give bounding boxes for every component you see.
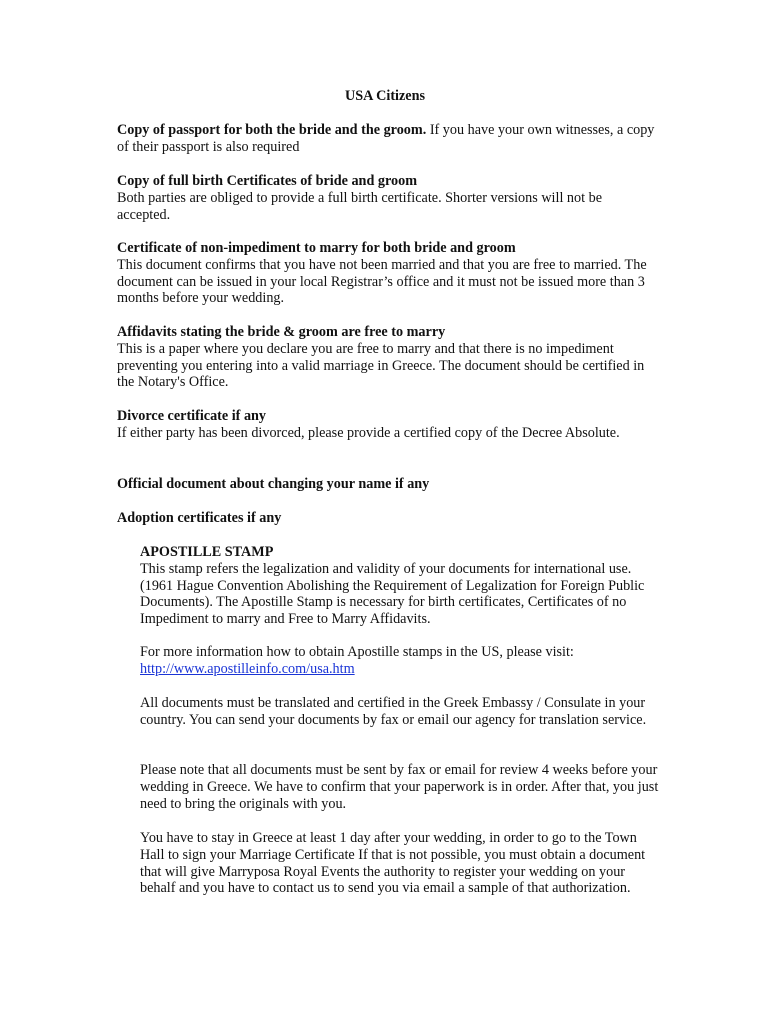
stay-text: You have to stay in Greece at least 1 day after your wedding, in order to go to the Town Hall to sign your Marriage Certificate If that is not possible, you must obtain a document that will give Marryposa Royal Events the authority to register your wedding on your behalf and you have to contact us to send you via email a sample of that authorization. <box>140 830 646 897</box>
section-body: This document confirms that you have not been married and that you are free to married. The document can be issued in your local Registrar’s office and it must not be issued more than 3 months before your wedding. <box>117 256 647 307</box>
stay-paragraph <box>140 830 660 897</box>
section-divorce <box>117 408 657 442</box>
section-heading: Copy of passport for both the bride and the groom. <box>117 122 427 138</box>
section-body: Both parties are obliged to provide a full birth certificate. Shorter versions will not be accepted. <box>117 189 603 223</box>
translation-text: All documents must be translated and certified in the Greek Embassy / Consulate in your country. You can send your documents by fax or email our agency for translation service. <box>140 695 647 728</box>
section-passport <box>117 122 657 156</box>
section-heading: Copy of full birth Certificates of bride and groom <box>117 173 418 189</box>
apostille-info-text: For more information how to obtain Apostille stamps in the US, please visit: <box>140 644 574 660</box>
apostille-body: This stamp refers the legalization and validity of your documents for international use. (1961 Hague Convention Abolishing the Requirement of Legalization for Foreign Public Documents). The Apostille Stamp is necessary for birth certificates, Certificates of no Impediment to marry and Free to Marry Affidavits. <box>140 560 645 628</box>
section-birth-certificates <box>117 173 657 223</box>
section-non-impediment <box>117 240 657 307</box>
apostille-info-link[interactable]: http://www.apostilleinfo.com/usa.htm <box>140 660 355 677</box>
section-name-change <box>117 476 657 493</box>
section-heading: Adoption certificates if any <box>117 510 282 526</box>
section-passport-text <box>117 122 657 156</box>
section-heading: Certificate of non-impediment to marry for both bride and groom <box>117 240 516 256</box>
section-affidavits <box>117 324 657 391</box>
section-apostille <box>140 544 660 628</box>
apostille-info <box>140 644 660 678</box>
section-body: This is a paper where you declare you are free to marry and that there is no impediment preventing you entering into a valid marriage in Greece. The document should be certified in the Notary's Office. <box>117 340 645 391</box>
section-heading: Official document about changing your name if any <box>117 476 430 492</box>
section-heading: Divorce certificate if any <box>117 408 267 424</box>
section-adoption <box>117 510 657 527</box>
section-inline-text: If you have your own witnesses, a copy of their passport is also required <box>117 122 655 155</box>
apostille-heading: APOSTILLE STAMP <box>140 544 274 560</box>
section-heading: Affidavits stating the bride & groom are free to marry <box>117 324 446 340</box>
review-text: Please note that all documents must be sent by fax or email for review 4 weeks before your wedding in Greece. We have to confirm that your paperwork is in order. After that, you just need to bring the originals with you. <box>140 762 659 812</box>
review-paragraph <box>140 762 660 812</box>
translation-paragraph <box>140 695 660 729</box>
section-body: If either party has been divorced, please provide a certified copy of the Decree Absolute. <box>117 424 620 441</box>
page-title: USA Citizens <box>344 88 425 104</box>
